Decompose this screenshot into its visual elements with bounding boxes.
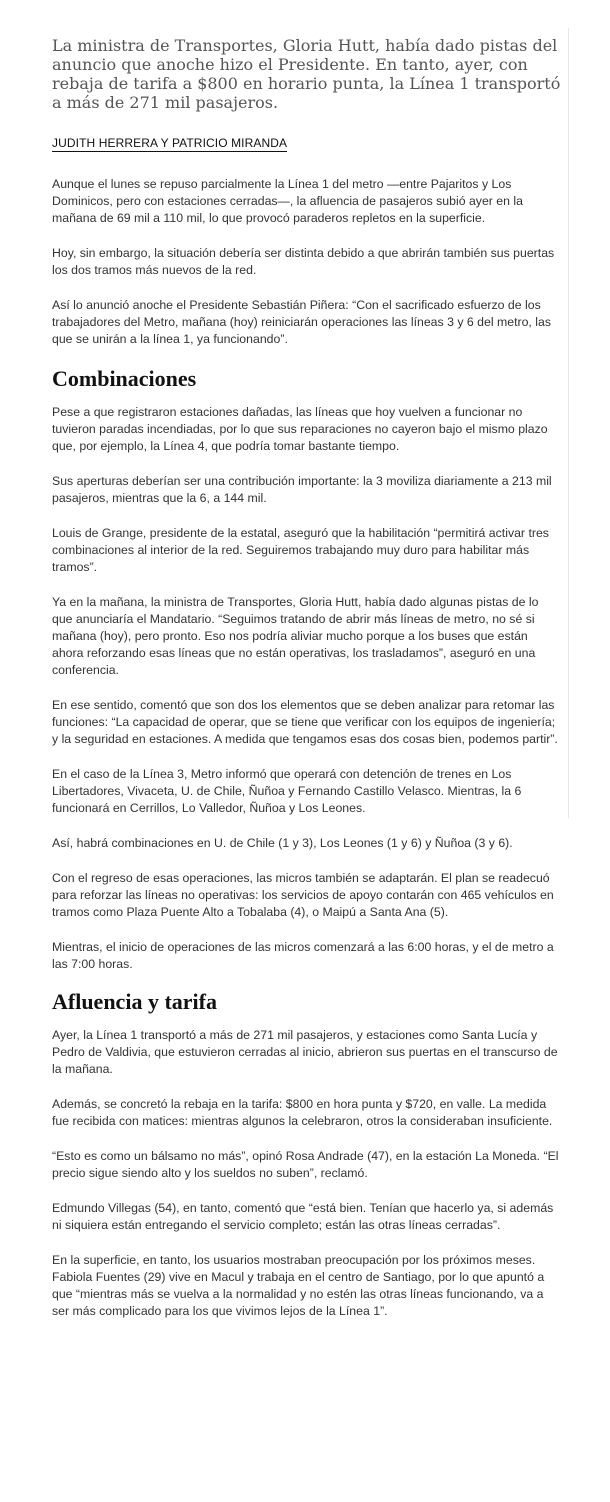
column-divider <box>568 28 569 818</box>
body-paragraph: Edmundo Villegas (54), en tanto, comentó que “está bien. Tenían que hacerlo ya, si además ni siquiera están entregando el servicio completo; están las otras líneas cerradas”. <box>52 1201 554 1232</box>
body-paragraph: Mientras, el inicio de operaciones de las micros comenzará a las 6:00 horas, y el de metro a las 7:00 horas. <box>52 940 554 971</box>
body-paragraph: Además, se concretó la rebaja en la tarifa: $800 en hora punta y $720, en valle. La medida fue recibida con matices: mientras algunos la celebraron, otros la consideraban insuficiente. <box>52 1097 553 1128</box>
body-paragraph: Louis de Grange, presidente de la estatal, aseguró que la habilitación “permitirá activar tres combinaciones al interior de la red. Seguiremos trabajando muy duro para habilitar más tramos”. <box>52 526 549 574</box>
body-paragraph: Hoy, sin embargo, la situación debería ser distinta debido a que abrirán también sus puertas los dos tramos más nuevos de la red. <box>52 246 555 277</box>
body-paragraph: En ese sentido, comentó que son dos los elementos que se deben analizar para retomar las funciones: “La capacidad de operar, que se tiene que verificar con los equipos de ingeniería; y la seguridad en estaciones. A medida que tengamos esas dos cosas bien, podemos partir”. <box>52 698 558 746</box>
body-paragraph: Ayer, la Línea 1 transportó a más de 271 mil pasajeros, y estaciones como Santa Lucía y Pedro de Valdivia, que estuvieron cerradas al inicio, abrieron sus puertas en el transcurso de la mañana. <box>52 1028 558 1076</box>
section-heading-afluencia-y-tarifa: Afluencia y tarifa <box>52 989 217 1014</box>
body-paragraph: “Esto es como un bálsamo no más”, opinó Rosa Andrade (47), en la estación La Moneda. “El precio sigue siendo alto y los sueldos no suben”, reclamó. <box>52 1149 559 1180</box>
article-byline[interactable]: JUDITH HERRERA Y PATRICIO MIRANDA <box>52 136 288 150</box>
body-paragraph: Ya en la mañana, la ministra de Transportes, Gloria Hutt, había dado algunas pistas de lo que anunciaría el Mandatario. “Seguimos tratando de abrir más líneas de metro, no sé si mañana (hoy), pero pronto. Eso nos podría aliviar mucho porque a los buses que están ahora reforzando esas líneas que no están operativas, los trasladamos”, aseguró en una conferencia. <box>52 595 539 677</box>
body-paragraph: En el caso de la Línea 3, Metro informó que operará con detención de trenes en Los Libertadores, Vivaceta, U. de Chile, Ñuñoa y Fernando Castillo Velasco. Mientras, la 6 funcionará en Cerrillos, Lo Valledor, Ñuñoa y Los Leones. <box>52 767 522 815</box>
section-heading-combinaciones: Combinaciones <box>52 366 197 391</box>
news-article <box>52 36 562 1338</box>
body-paragraph: Sus aperturas deberían ser una contribución importante: la 3 moviliza diariamente a 213 mil pasajeros, mientras que la 6, a 144 mil. <box>52 474 552 505</box>
body-paragraph: Aunque el lunes se repuso parcialmente la Línea 1 del metro —entre Pajaritos y Los Dominicos, pero con estaciones cerradas—, la afluencia de pasajeros subió ayer en la mañana de 69 mil a 110 mil, lo que provocó paraderos repletos en la superficie. <box>52 177 523 225</box>
body-paragraph: Con el regreso de esas operaciones, las micros también se adaptarán. El plan se readecuó para reforzar las líneas no operativas: los servicios de apoyo contarán con 465 vehículos en tramos como Plaza Puente Alto a Tobalaba (4), o Maipú a Santa Ana (5). <box>52 871 554 919</box>
body-paragraph: Así lo anunció anoche el Presidente Sebastián Piñera: “Con el sacrificado esfuerzo de los trabajadores del Metro, mañana (hoy) reiniciarán operaciones las líneas 3 y 6 del metro, las que se unirán a la línea 1, ya funcionando”. <box>52 298 551 346</box>
article-lead: La ministra de Transportes, Gloria Hutt, había dado pistas del anuncio que anoche hizo el Presidente. En tanto, ayer, con rebaja de tarifa a $800 en horario punta, la Línea 1 transportó a más de 271 mil pasajeros. <box>52 36 561 112</box>
body-paragraph: Así, habrá combinaciones en U. de Chile (1 y 3), Los Leones (1 y 6) y Ñuñoa (3 y 6). <box>52 836 513 850</box>
body-paragraph: En la superficie, en tanto, los usuarios mostraban preocupación por los próximos meses. Fabiola Fuentes (29) vive en Macul y trabaja en el centro de Santiago, por lo que apuntó a que “mientras más se vuelva a la normalidad y no estén las otras líneas funcionando, va a ser más complicado para los que vivimos lejos de la Línea 1”. <box>52 1253 545 1318</box>
body-paragraph: Pese a que registraron estaciones dañadas, las líneas que hoy vuelven a funcionar no tuvieron paradas incendiadas, por lo que sus reparaciones no cayeron bajo el mismo plazo que, por ejemplo, la Línea 4, que podría tomar bastante tiempo. <box>52 405 548 453</box>
